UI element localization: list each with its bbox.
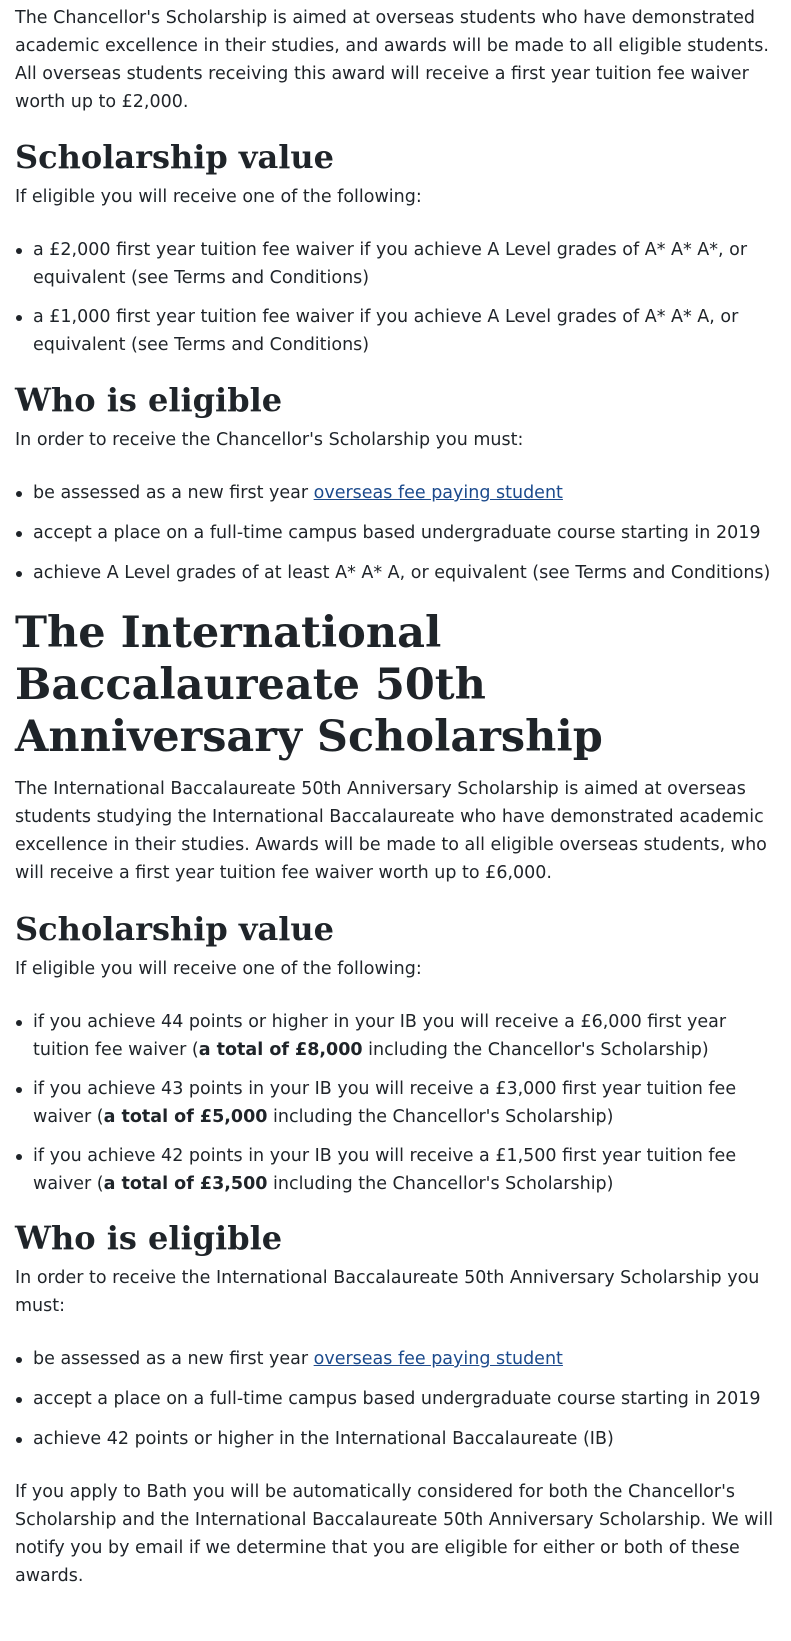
main-content (15, 4, 777, 1590)
list-item (33, 1008, 777, 1064)
list-item: achieve A Level grades of at least A* A* A, or equivalent (see Terms and Conditions) (33, 559, 777, 587)
overseas-fee-paying-student-link[interactable]: overseas fee paying student (313, 483, 563, 503)
list-item-text: if you achieve 42 points in your IB you will receive a £1,500 first year tuition fee waiver ( (33, 1146, 737, 1194)
eligibility-intro: In order to receive the Chancellor's Scholarship you must: (15, 430, 524, 450)
list-item-text: be assessed as a new first year (33, 483, 314, 503)
list-item: achieve 42 points or higher in the International Baccalaureate (IB) (33, 1425, 777, 1453)
total-amount: a total of £8,000 (198, 1040, 363, 1060)
list-item: a £2,000 first year tuition fee waiver if you achieve A Level grades of A* A* A*, or equivalent (see Terms and Conditions) (33, 236, 777, 292)
page-title-ib-scholarship: The International Baccalaureate 50th Anniversary Scholarship (15, 608, 603, 762)
ib-intro: The International Baccalaureate 50th Anniversary Scholarship is aimed at overseas students studying the International Baccalaureate who have demonstrated academic excellence in their studies. Awards will be made to all eligible overseas students, who will receive a first year tuition fee waiver worth up to £6,000. (15, 779, 767, 883)
chancellors-intro: The Chancellor's Scholarship is aimed at overseas students who have demonstrated academic excellence in their studies, and awards will be made to all eligible students. All overseas students receiving this award will receive a first year tuition fee waiver worth up to £2,000. (15, 8, 769, 112)
list-item (33, 1075, 777, 1131)
list-item-text: including the Chancellor's Scholarship) (267, 1107, 614, 1127)
value-intro: If eligible you will receive one of the following: (15, 959, 422, 979)
list-item (33, 479, 777, 507)
list-item-text: if you achieve 43 points in your IB you will receive a £3,000 first year tuition fee waiver ( (33, 1079, 737, 1127)
value-list (15, 236, 777, 359)
eligibility-list (15, 479, 777, 587)
list-item: accept a place on a full-time campus based undergraduate course starting in 2019 (33, 519, 777, 547)
list-item-text: be assessed as a new first year (33, 1349, 314, 1369)
total-amount: a total of £3,500 (103, 1174, 268, 1194)
eligibility-list (15, 1345, 777, 1453)
closing-paragraph: If you apply to Bath you will be automatically considered for both the Chancellor's Scholarship and the International Baccalaureate 50th Anniversary Scholarship. We will notify you by email if we determine that you are eligible for either or both of these awards. (15, 1482, 774, 1586)
list-item (33, 1142, 777, 1198)
total-amount: a total of £5,000 (103, 1107, 268, 1127)
list-item-text: including the Chancellor's Scholarship) (267, 1174, 614, 1194)
section-heading-scholarship-value: Scholarship value (15, 910, 335, 948)
overseas-fee-paying-student-link[interactable]: overseas fee paying student (313, 1349, 563, 1369)
list-item (33, 1345, 777, 1373)
list-item-text: including the Chancellor's Scholarship) (362, 1040, 709, 1060)
eligibility-intro: In order to receive the International Baccalaureate 50th Anniversary Scholarship you must: (15, 1268, 760, 1316)
section-heading-who-is-eligible: Who is eligible (15, 381, 283, 419)
list-item: a £1,000 first year tuition fee waiver if you achieve A Level grades of A* A* A, or equivalent (see Terms and Conditions) (33, 303, 777, 359)
list-item-text: if you achieve 44 points or higher in your IB you will receive a £6,000 first year tuition fee waiver ( (33, 1012, 727, 1060)
value-intro: If eligible you will receive one of the following: (15, 187, 422, 207)
section-heading-who-is-eligible: Who is eligible (15, 1219, 283, 1257)
section-heading-scholarship-value: Scholarship value (15, 138, 335, 176)
value-list (15, 1008, 777, 1198)
list-item: accept a place on a full-time campus based undergraduate course starting in 2019 (33, 1385, 777, 1413)
